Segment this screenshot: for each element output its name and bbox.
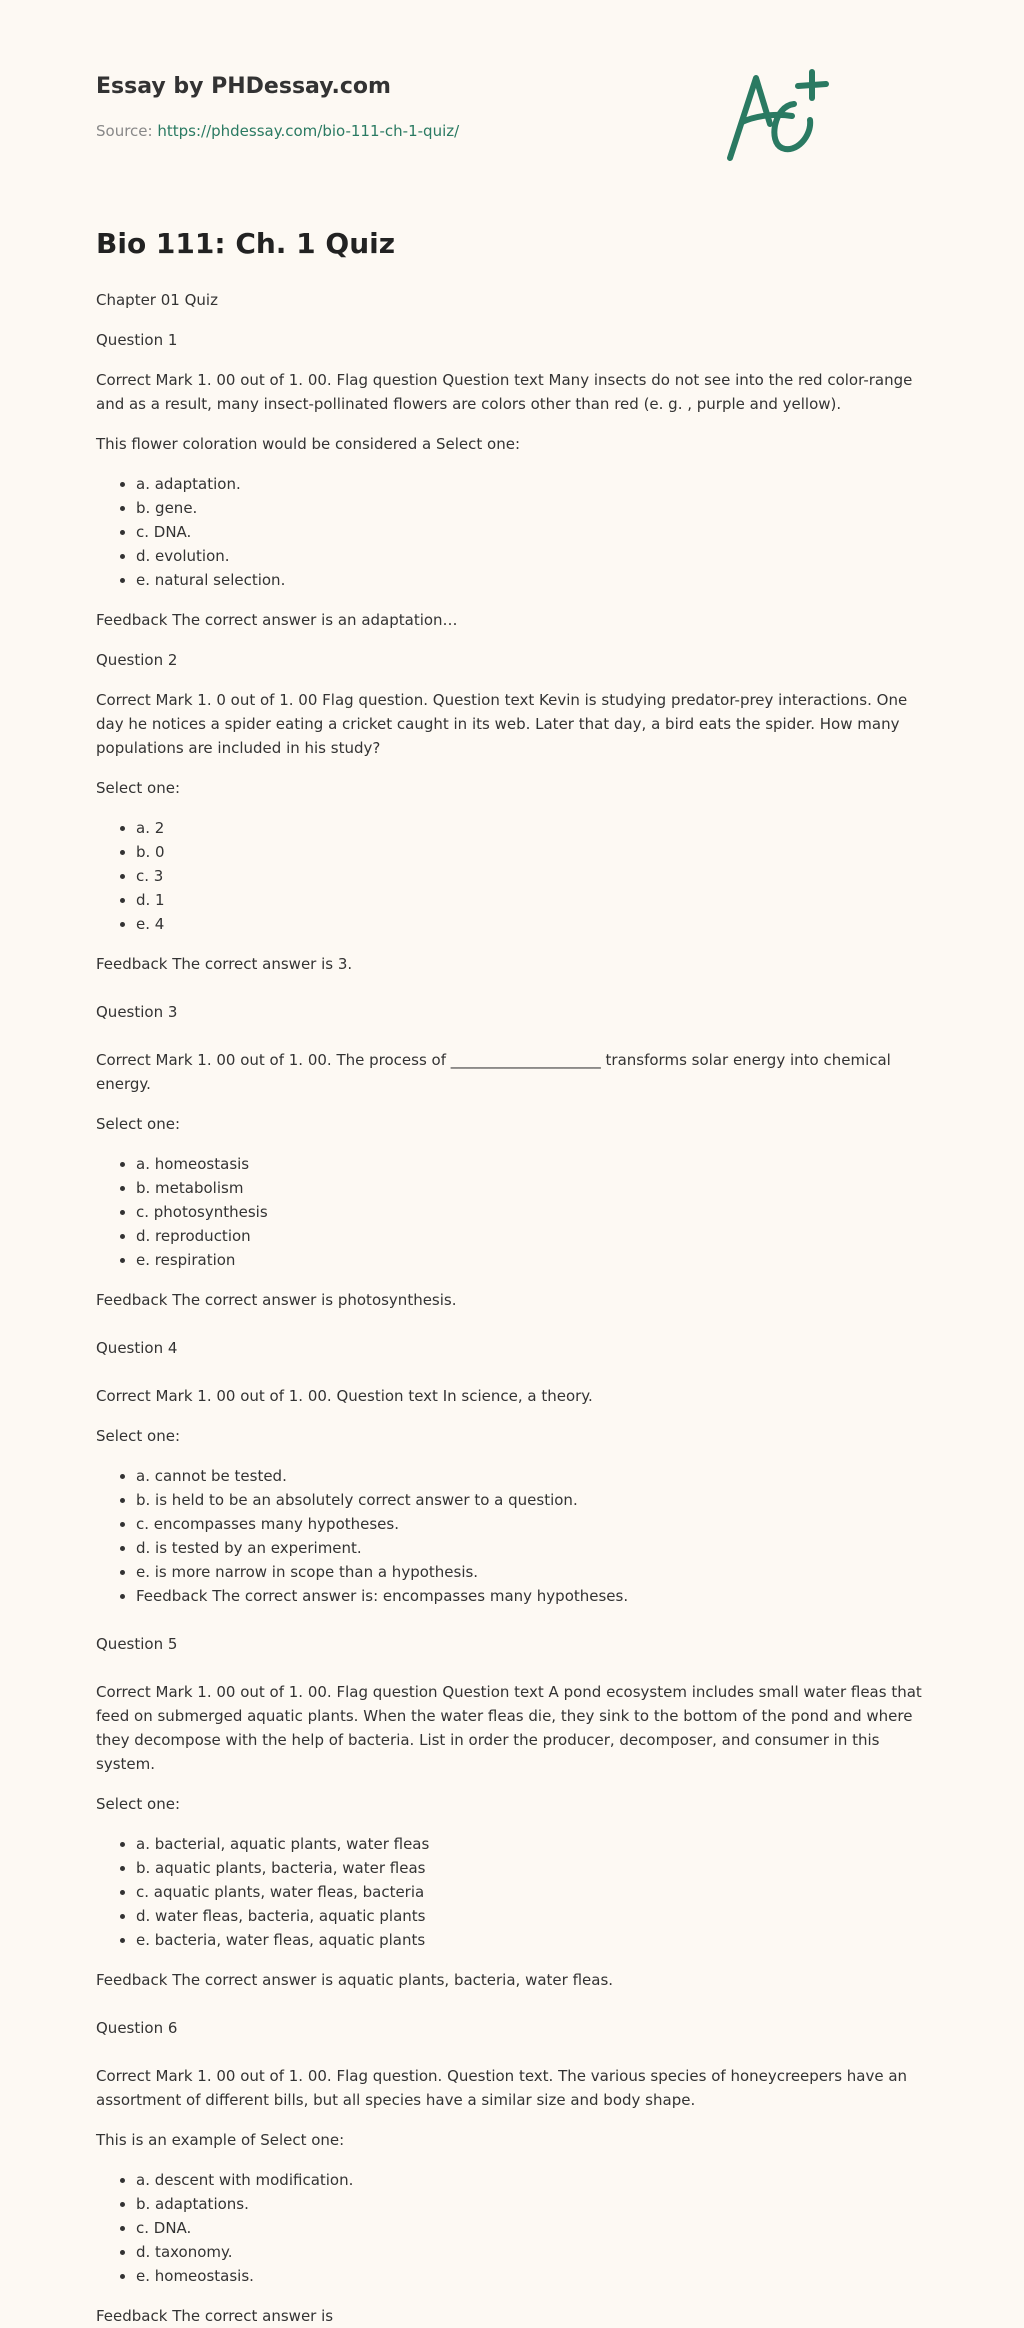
answer-options	[96, 472, 928, 592]
question-feedback: Feedback The correct answer is photosynthesis.	[96, 1291, 457, 1309]
answer-option: • b. adaptations.	[136, 2192, 928, 2216]
question-text: Correct Mark 1. 00 out of 1. 00. Question text In science, a theory.	[96, 1387, 593, 1405]
answer-option: • c. photosynthesis	[136, 1200, 928, 1224]
answer-option: • a. homeostasis	[136, 1152, 928, 1176]
answer-option: • a. bacterial, aquatic plants, water fleas	[136, 1832, 928, 1856]
question-feedback: Feedback The correct answer is	[96, 2307, 334, 2325]
answer-option: • d. reproduction	[136, 1224, 928, 1248]
answer-option: • d. taxonomy.	[136, 2240, 928, 2264]
document-title: Bio 111: Ch. 1 Quiz	[96, 227, 396, 260]
answer-option: • b. aquatic plants, bacteria, water fleas	[136, 1856, 928, 1880]
answer-option: • b. metabolism	[136, 1176, 928, 1200]
answer-option: • a. adaptation.	[136, 472, 928, 496]
answer-options	[96, 1832, 928, 1952]
question-heading: Question 6	[96, 2019, 178, 2037]
question-prompt: Select one:	[96, 779, 181, 797]
question-feedback: Feedback The correct answer is an adaptation…	[96, 611, 458, 629]
answer-option: • e. homeostasis.	[136, 2264, 928, 2288]
answer-option: • b. gene.	[136, 496, 928, 520]
answer-option: • b. 0	[136, 840, 928, 864]
answer-option: • c. DNA.	[136, 520, 928, 544]
answer-option: • Feedback The correct answer is: encompasses many hypotheses.	[136, 1584, 928, 1608]
source-link[interactable]: https://phdessay.com/bio-111-ch-1-quiz/	[157, 122, 460, 140]
question-prompt: This is an example of Select one:	[96, 2131, 345, 2149]
question-heading: Question 2	[96, 651, 178, 669]
question-prompt: Select one:	[96, 1795, 181, 1813]
answer-option: • d. evolution.	[136, 544, 928, 568]
question-prompt: Select one:	[96, 1427, 181, 1445]
question-heading: Question 1	[96, 331, 178, 349]
answer-option: • d. 1	[136, 888, 928, 912]
question-text: Correct Mark 1. 00 out of 1. 00. Flag question Question text A pond ecosystem includes small water fleas that feed on submerged aquatic plants. When the water fleas die, they sink to the bottom of the pond and where they decompose with the help of bacteria. List in order the producer, decomposer, and consumer in this system.	[96, 1683, 922, 1773]
answer-option: • d. water fleas, bacteria, aquatic plants	[136, 1904, 928, 1928]
question-heading: Question 3	[96, 1003, 178, 1021]
answer-options	[96, 816, 928, 936]
answer-option: • b. is held to be an absolutely correct answer to a question.	[136, 1488, 928, 1512]
page-header	[96, 0, 928, 200]
answer-option: • a. descent with modification.	[136, 2168, 928, 2192]
site-title: Essay by PHDessay.com	[96, 74, 391, 99]
answer-option: • c. 3	[136, 864, 928, 888]
source-line	[96, 122, 459, 140]
question-feedback: Feedback The correct answer is aquatic plants, bacteria, water fleas.	[96, 1971, 614, 1989]
a-plus-logo-icon	[722, 64, 832, 164]
answer-options	[96, 2168, 928, 2288]
answer-option: • e. natural selection.	[136, 568, 928, 592]
answer-option: • e. 4	[136, 912, 928, 936]
question-text: Correct Mark 1. 0 out of 1. 00 Flag question. Question text Kevin is studying predator-prey interactions. One day he notices a spider eating a cricket caught in its web. Later that day, a bird eats the spider. How many populations are included in his study?	[96, 691, 908, 757]
answer-option: • a. 2	[136, 816, 928, 840]
answer-option: • c. aquatic plants, water fleas, bacteria	[136, 1880, 928, 1904]
question-prompt: Select one:	[96, 1115, 181, 1133]
answer-option: • e. respiration	[136, 1248, 928, 1272]
answer-option: • c. encompasses many hypotheses.	[136, 1512, 928, 1536]
answer-options	[96, 1464, 928, 1608]
answer-option: • a. cannot be tested.	[136, 1464, 928, 1488]
question-feedback: Feedback The correct answer is 3.	[96, 955, 353, 973]
document-body	[96, 288, 928, 2328]
answer-option: • e. is more narrow in scope than a hypothesis.	[136, 1560, 928, 1584]
answer-options	[96, 1152, 928, 1272]
answer-option: • e. bacteria, water fleas, aquatic plants	[136, 1928, 928, 1952]
question-heading: Question 4	[96, 1339, 178, 1357]
question-heading: Question 5	[96, 1635, 178, 1653]
answer-option: • c. DNA.	[136, 2216, 928, 2240]
question-text: Correct Mark 1. 00 out of 1. 00. Flag question. Question text. The various species of honeycreepers have an assortment of different bills, but all species have a similar size and body shape.	[96, 2067, 908, 2109]
chapter-intro: Chapter 01 Quiz	[96, 291, 218, 309]
question-prompt: This flower coloration would be considered a Select one:	[96, 435, 521, 453]
question-text: Correct Mark 1. 00 out of 1. 00. Flag question Question text Many insects do not see into the red color-range and as a result, many insect-pollinated flowers are colors other than red (e. g. , purple and yellow).	[96, 371, 913, 413]
answer-option: • d. is tested by an experiment.	[136, 1536, 928, 1560]
source-label: Source:	[96, 122, 153, 140]
question-text: Correct Mark 1. 00 out of 1. 00. The process of ____________________ transforms solar energy into chemical energy.	[96, 1051, 891, 1093]
